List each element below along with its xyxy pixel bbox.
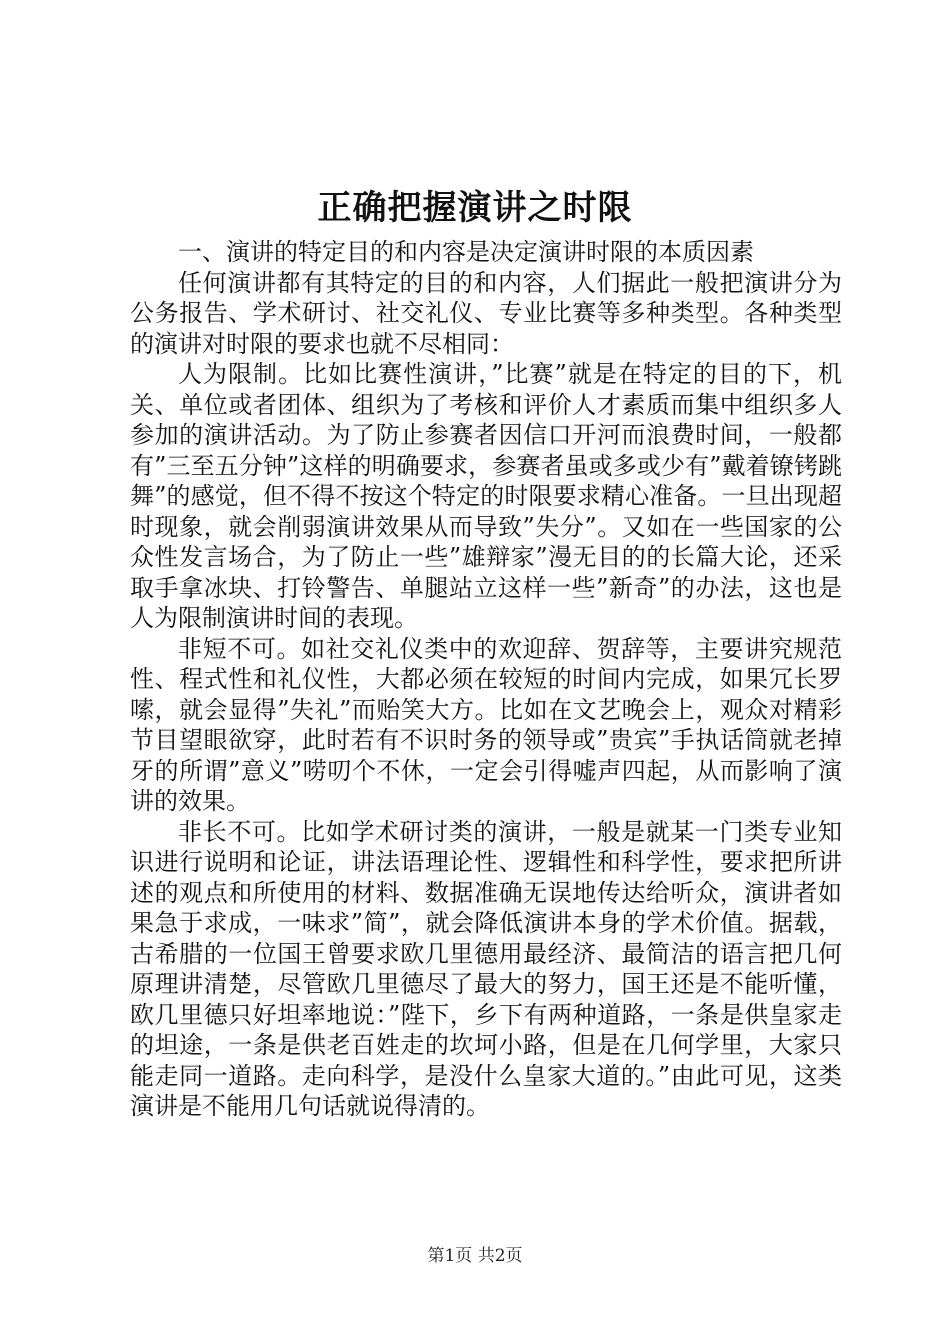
body-paragraph: 任何演讲都有其特定的目的和内容，人们据此一般把演讲分为公务报告、学术研讨、社交礼仪、专业比赛等多种类型。各种类型的演讲对时限的要求也就不尽相同：: [130, 268, 842, 358]
body-paragraph: 非长不可。比如学术研讨类的演讲，一般是就某一门类专业知识进行说明和论证，讲法语理论性、逻辑性和科学性，要求把所讲述的观点和所使用的材料、数据准确无误地传达给听众，演讲者如果急于求成，一味求”简”，就会降低演讲本身的学术价值。据载，古希腊的一位国王曾要求欧几里德用最经济、最简洁的语言把几何原理讲清楚，尽管欧几里德尽了最大的努力，国王还是不能听懂，欧几里德只好坦率地说：”陛下，乡下有两种道路，一条是供皇家走的坦途，一条是供老百姓走的坎坷小路，但是在几何学里，大家只能走同一道路。走向科学，是没什么皇家大道的。”由此可见，这类演讲是不能用几句话就说得清的。: [130, 817, 842, 1120]
body-paragraph: 非短不可。如社交礼仪类中的欢迎辞、贺辞等，主要讲究规范性、程式性和礼仪性，大都必须在较短的时间内完成，如果冗长罗嗦，就会显得”失礼”而贻笑大方。比如在文艺晚会上，观众对精彩节目望眼欲穿，此时若有不识时务的领导或”贵宾”手执话筒就老掉牙的所谓”意义”唠叨个不休，一定会引得嘘声四起，从而影响了演讲的效果。: [130, 634, 842, 815]
page-number-footer: 第1页 共2页: [427, 1246, 523, 1266]
document-body: [130, 237, 842, 1122]
body-paragraph: 人为限制。比如比赛性演讲，”比赛”就是在特定的目的下，机关、单位或者团体、组织为了考核和评价人才素质而集中组织多人参加的演讲活动。为了防止参赛者因信口开河而浪费时间，一般都有”三至五分钟”这样的明确要求，参赛者虽或多或少有”戴着镣铐跳舞”的感觉，但不得不按这个特定的时限要求精心准备。一旦出现超时现象，就会削弱演讲效果从而导致”失分”。又如在一些国家的公众性发言场合，为了防止一些”雄辩家”漫无目的的长篇大论，还采取手拿冰块、打铃警告、单腿站立这样一些”新奇”的办法，这也是人为限制演讲时间的表现。: [130, 360, 842, 632]
document-title: 正确把握演讲之时限: [317, 188, 633, 228]
section-heading: 一、演讲的特定目的和内容是决定演讲时限的本质因素: [178, 238, 754, 266]
